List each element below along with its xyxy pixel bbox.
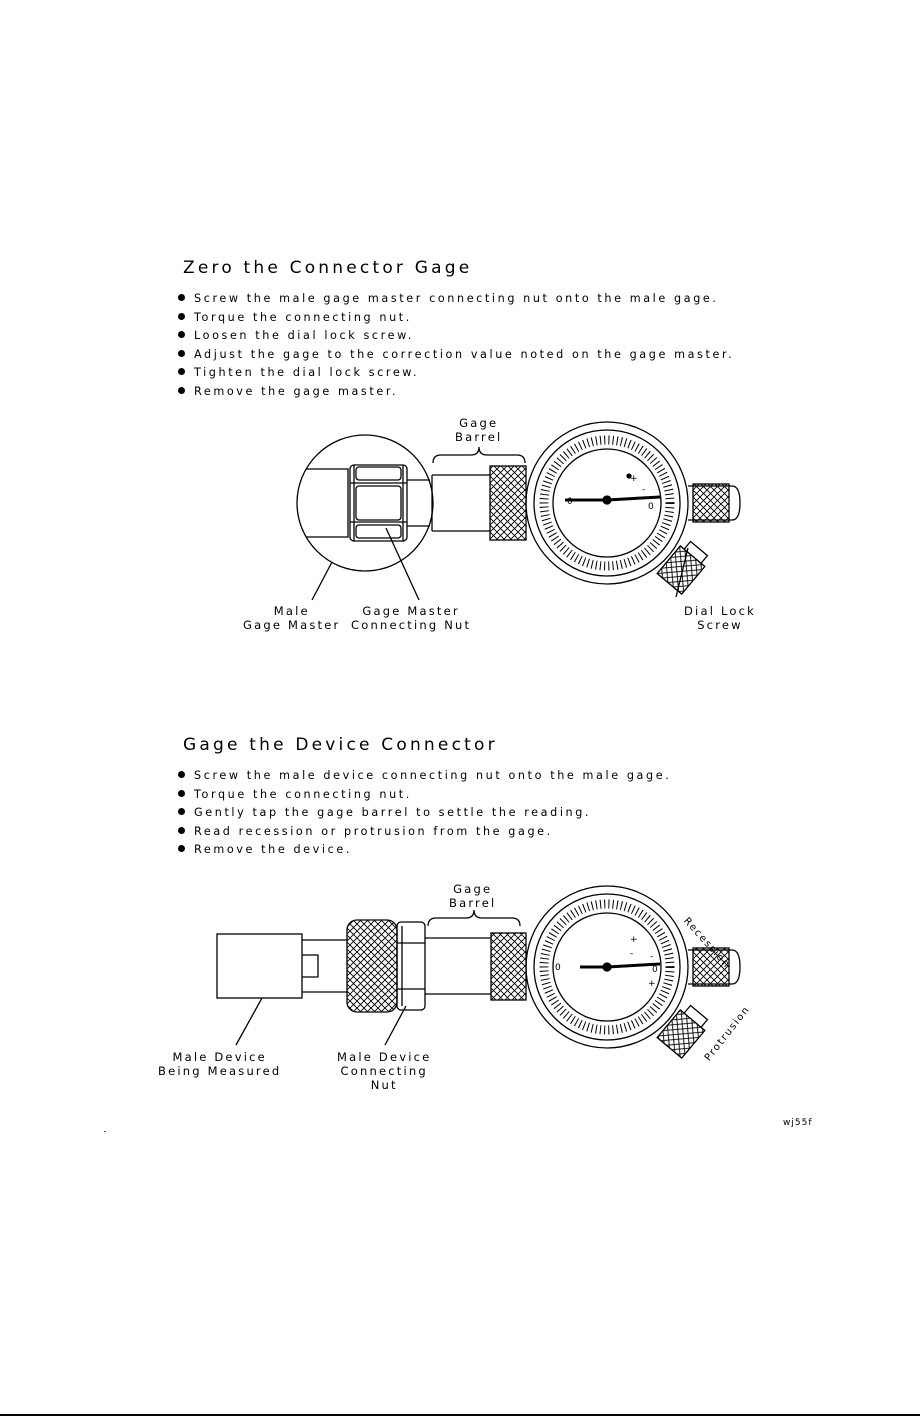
gage-barrel-knurl-2	[491, 933, 526, 1000]
dial-lock-screw-2	[657, 1010, 705, 1058]
dial-lock-screw	[657, 546, 705, 594]
svg-text:0: 0	[555, 963, 561, 973]
figure-id: wj55f	[783, 1118, 813, 1128]
svg-text:+: +	[630, 935, 638, 945]
figure1	[297, 422, 740, 600]
list-item: Tighten the dial lock screw.	[178, 364, 734, 383]
dial-needle	[565, 497, 660, 500]
gage-master-magnifier	[297, 435, 433, 571]
list-item: Loosen the dial lock screw.	[178, 327, 734, 346]
gage-barrel-knurl	[490, 466, 526, 540]
male-device-body	[217, 934, 302, 998]
protrusion-label: Protrusion	[702, 1004, 753, 1064]
gage-barrel-label: Gage Barrel	[455, 416, 503, 444]
dial-knob	[693, 484, 729, 522]
male-device-nut	[347, 920, 397, 1012]
gage-master-nut-label: Gage Master Connecting Nut	[351, 604, 472, 632]
list-item: Gently tap the gage barrel to settle the reading.	[178, 804, 671, 823]
list-item: Remove the gage master.	[178, 383, 734, 402]
male-gage-master-label: Male Gage Master	[243, 604, 341, 632]
recession-label: Recession	[681, 915, 733, 971]
list-item: Torque the connecting nut.	[178, 786, 671, 805]
section2-title: Gage the Device Connector	[183, 735, 498, 755]
list-item: Adjust the gage to the correction value noted on the gage master.	[178, 346, 734, 365]
svg-text:0: 0	[567, 497, 573, 507]
list-item: Screw the male gage master connecting nut onto the male gage.	[178, 290, 734, 309]
svg-text:0: 0	[648, 502, 654, 512]
list-item: Screw the male device connecting nut onto the male gage.	[178, 767, 671, 786]
margin-mark	[104, 1131, 106, 1132]
gage-barrel-label-2: Gage Barrel	[449, 882, 497, 910]
section1-title: Zero the Connector Gage	[183, 258, 473, 278]
dial-needle-2	[580, 964, 660, 967]
svg-text:-: -	[650, 952, 654, 962]
figure2	[217, 886, 740, 1058]
male-device-nut-label: Male Device Connecting Nut	[337, 1050, 432, 1092]
svg-text:+: +	[630, 474, 638, 484]
list-item: Read recession or protrusion from the gage.	[178, 823, 671, 842]
bottom-rule	[0, 1414, 920, 1416]
svg-text:0: 0	[652, 965, 658, 975]
list-item: Torque the connecting nut.	[178, 309, 734, 328]
svg-text:+: +	[648, 979, 656, 989]
male-device-label: Male Device Being Measured	[158, 1050, 282, 1078]
dial-lock-screw-label: Dial Lock Screw	[684, 604, 756, 632]
svg-text:-: -	[630, 949, 634, 959]
svg-text:-: -	[642, 485, 646, 495]
gage-master-nut	[350, 465, 407, 541]
list-item: Remove the device.	[178, 841, 671, 860]
